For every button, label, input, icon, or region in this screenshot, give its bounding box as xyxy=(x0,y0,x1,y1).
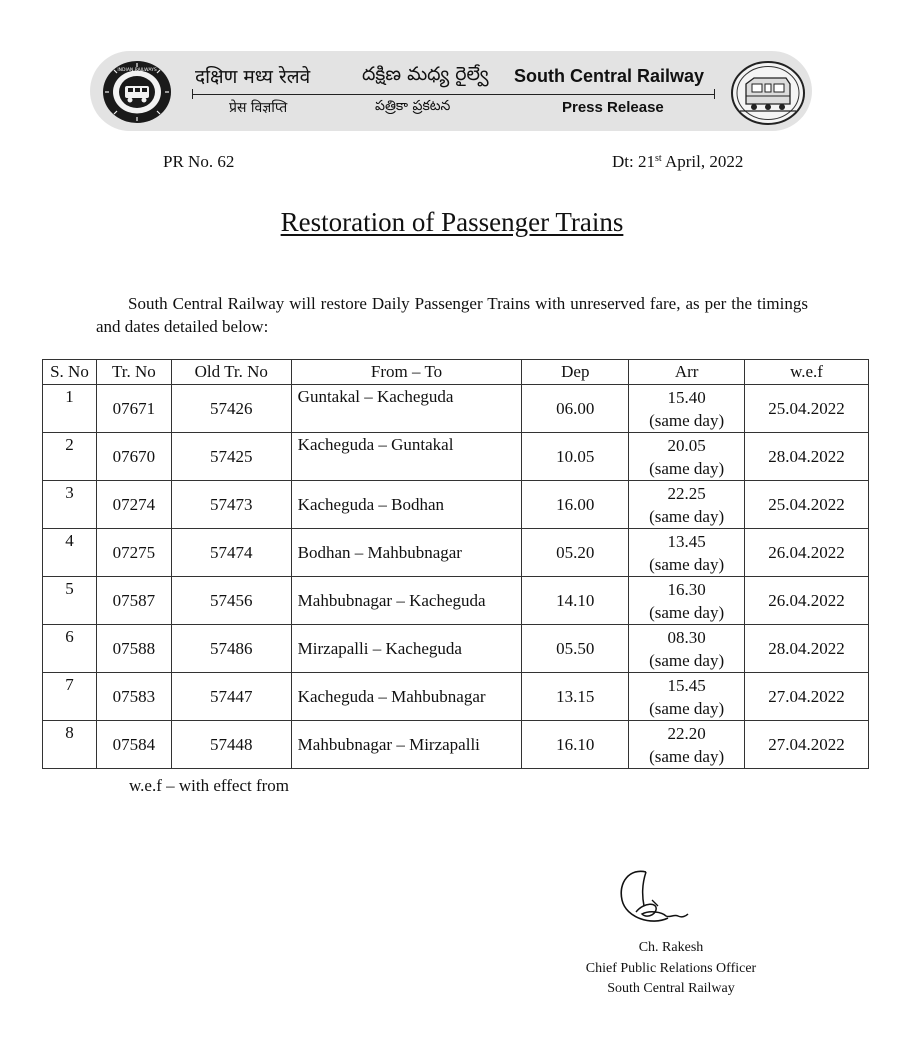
table-row xyxy=(43,577,869,625)
date-month-year: April, 2022 xyxy=(661,152,744,171)
cell-old-train-no: 57474 xyxy=(171,529,291,577)
arrival-time: 22.20 xyxy=(667,723,706,743)
cell-route: Kacheguda – Guntakal xyxy=(291,433,522,481)
intro-paragraph: South Central Railway will restore Daily Passenger Trains with unreserved fare, as per the timings and dates detailed below: xyxy=(96,294,808,336)
cell-train-no: 07587 xyxy=(96,577,171,625)
cell-route: Kacheguda – Bodhan xyxy=(291,481,522,529)
press-release-number: PR No. 62 xyxy=(163,152,235,171)
arrival-time: 15.40 xyxy=(667,387,706,407)
cell-sno: 5 xyxy=(43,577,97,625)
arrival-time: 15.45 xyxy=(667,675,706,695)
english-subtitle: Press Release xyxy=(562,99,664,116)
arrival-note: (same day) xyxy=(649,602,725,622)
arrival-note: (same day) xyxy=(649,698,725,718)
cell-route: Bodhan – Mahbubnagar xyxy=(291,529,522,577)
telugu-title: దక్షిణ మధ్య రైల్వే xyxy=(362,63,489,85)
header-wef: w.e.f xyxy=(745,360,869,385)
cell-train-no: 07583 xyxy=(96,673,171,721)
cell-departure: 05.50 xyxy=(522,625,629,673)
cell-wef: 27.04.2022 xyxy=(745,673,869,721)
cell-wef: 25.04.2022 xyxy=(745,481,869,529)
cell-route: Mirzapalli – Kacheguda xyxy=(291,625,522,673)
english-title: South Central Railway xyxy=(514,66,705,86)
table-row xyxy=(43,433,869,481)
cell-arrival xyxy=(629,481,745,529)
banner-divider-right-tick xyxy=(714,89,715,99)
cell-train-no: 07670 xyxy=(96,433,171,481)
arrival-note: (same day) xyxy=(649,650,725,670)
date-day: Dt: 21 xyxy=(612,152,655,171)
cell-departure: 16.10 xyxy=(522,721,629,769)
cell-arrival xyxy=(629,433,745,481)
hindi-subtitle: प्रेस विज्ञप्ति xyxy=(229,100,288,116)
press-release-date xyxy=(612,152,743,172)
cell-departure: 10.05 xyxy=(522,433,629,481)
cell-train-no: 07584 xyxy=(96,721,171,769)
cell-sno: 8 xyxy=(43,721,97,769)
signatory-designation: Chief Public Relations Officer xyxy=(585,960,757,976)
cell-wef: 26.04.2022 xyxy=(745,577,869,625)
banner-divider-left-tick xyxy=(192,89,193,99)
cell-departure: 14.10 xyxy=(522,577,629,625)
cell-wef: 25.04.2022 xyxy=(745,385,869,433)
table-row xyxy=(43,625,869,673)
header-old-train-no: Old Tr. No xyxy=(171,360,291,385)
cell-old-train-no: 57456 xyxy=(171,577,291,625)
arrival-time: 13.45 xyxy=(667,531,706,551)
table-row xyxy=(43,385,869,433)
arrival-note: (same day) xyxy=(649,746,725,766)
cell-sno: 1 xyxy=(43,385,97,433)
cell-sno: 3 xyxy=(43,481,97,529)
cell-sno: 7 xyxy=(43,673,97,721)
cell-wef: 28.04.2022 xyxy=(745,433,869,481)
arrival-note: (same day) xyxy=(649,410,725,430)
table-row xyxy=(43,529,869,577)
cell-departure: 16.00 xyxy=(522,481,629,529)
cell-train-no: 07275 xyxy=(96,529,171,577)
table-row xyxy=(43,721,869,769)
header-route: From – To xyxy=(291,360,522,385)
table-row xyxy=(43,673,869,721)
table-row xyxy=(43,481,869,529)
signatory-organization: South Central Railway xyxy=(607,981,735,996)
cell-route: Mahbubnagar – Kacheguda xyxy=(291,577,522,625)
header-train-no: Tr. No xyxy=(96,360,171,385)
cell-old-train-no: 57447 xyxy=(171,673,291,721)
arrival-note: (same day) xyxy=(649,506,725,526)
cell-arrival xyxy=(629,673,745,721)
header-sno: S. No xyxy=(43,360,97,385)
cell-old-train-no: 57486 xyxy=(171,625,291,673)
arrival-time: 20.05 xyxy=(667,435,706,455)
arrival-note: (same day) xyxy=(649,458,725,478)
cell-arrival xyxy=(629,625,745,673)
signatory-block xyxy=(560,938,782,1000)
cell-arrival xyxy=(629,529,745,577)
cell-old-train-no: 57448 xyxy=(171,721,291,769)
cell-arrival xyxy=(629,721,745,769)
handwritten-signature xyxy=(612,862,692,930)
cell-route: Kacheguda – Mahbubnagar xyxy=(291,673,522,721)
banner-divider xyxy=(192,94,715,95)
cell-old-train-no: 57473 xyxy=(171,481,291,529)
page-title: Restoration of Passenger Trains xyxy=(280,207,624,237)
cell-departure: 05.20 xyxy=(522,529,629,577)
signatory-name: Ch. Rakesh xyxy=(638,940,704,955)
table-header-row xyxy=(43,360,869,385)
footnote: w.e.f – with effect from xyxy=(129,776,290,795)
header-arrival: Arr xyxy=(629,360,745,385)
cell-departure: 13.15 xyxy=(522,673,629,721)
hindi-title: दक्षिण मध्य रेलवे xyxy=(195,66,311,88)
cell-arrival xyxy=(629,577,745,625)
telugu-subtitle: పత్రికా ప్రకటన xyxy=(375,98,451,114)
emblem-text: INDIAN RAILWAYS xyxy=(117,68,157,73)
cell-train-no: 07588 xyxy=(96,625,171,673)
date-ordinal: st xyxy=(654,153,662,164)
cell-sno: 2 xyxy=(43,433,97,481)
cell-arrival xyxy=(629,385,745,433)
cell-route: Mahbubnagar – Mirzapalli xyxy=(291,721,522,769)
arrival-time: 08.30 xyxy=(667,627,706,647)
indian-railways-emblem-icon xyxy=(100,58,174,126)
cell-wef: 26.04.2022 xyxy=(745,529,869,577)
cell-wef: 27.04.2022 xyxy=(745,721,869,769)
cell-old-train-no: 57426 xyxy=(171,385,291,433)
cell-sno: 4 xyxy=(43,529,97,577)
locomotive-emblem-icon xyxy=(730,60,806,126)
train-schedule-table xyxy=(42,359,869,769)
arrival-time: 22.25 xyxy=(667,483,706,503)
cell-old-train-no: 57425 xyxy=(171,433,291,481)
cell-train-no: 07671 xyxy=(96,385,171,433)
cell-train-no: 07274 xyxy=(96,481,171,529)
cell-departure: 06.00 xyxy=(522,385,629,433)
arrival-time: 16.30 xyxy=(667,579,706,599)
cell-route: Guntakal – Kacheguda xyxy=(291,385,522,433)
header-departure: Dep xyxy=(522,360,629,385)
arrival-note: (same day) xyxy=(649,554,725,574)
cell-sno: 6 xyxy=(43,625,97,673)
cell-wef: 28.04.2022 xyxy=(745,625,869,673)
